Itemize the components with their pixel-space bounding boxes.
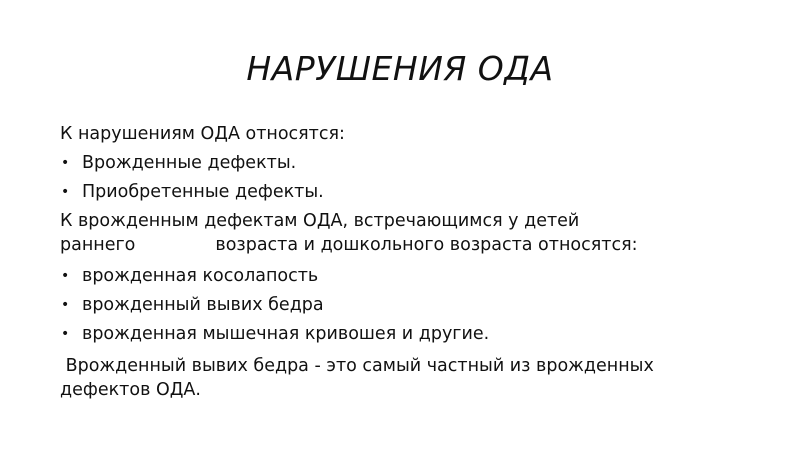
list-item xyxy=(60,151,740,175)
slide-body xyxy=(60,122,740,407)
list-item-text: Врожденные дефекты. xyxy=(82,153,297,173)
bullet-icon: • xyxy=(61,268,70,284)
intro-text: К нарушениям ОДА относятся: xyxy=(60,124,345,144)
slide-title: НАРУШЕНИЯ ОДА xyxy=(246,49,554,88)
bullet-icon: • xyxy=(61,297,70,313)
list-item xyxy=(60,264,740,288)
list-item-text: врожденная косолапость xyxy=(82,266,319,286)
list-item-text: врожденный вывих бедра xyxy=(82,295,324,315)
bullet-icon: • xyxy=(61,155,70,171)
list-item-text: врожденная мышечная кривошея и другие. xyxy=(82,324,490,344)
bullet-icon: • xyxy=(61,326,70,342)
list-item-text: Приобретенные дефекты. xyxy=(82,182,324,202)
list-item xyxy=(60,180,740,204)
list-item xyxy=(60,293,740,317)
bullet-icon: • xyxy=(61,184,70,200)
paragraph-word: раннего xyxy=(60,235,136,255)
congenital-defects-paragraph xyxy=(60,209,740,257)
conclusion-text: Врожденный вывих бедра - это самый частный из врожденных дефектов ОДА. xyxy=(60,356,660,400)
paragraph-line: возраста и дошкольного возраста относятся: xyxy=(215,235,638,255)
paragraph-line: К врожденным дефектам ОДА, встречающимся у детей xyxy=(60,211,580,231)
list-item xyxy=(60,322,740,346)
